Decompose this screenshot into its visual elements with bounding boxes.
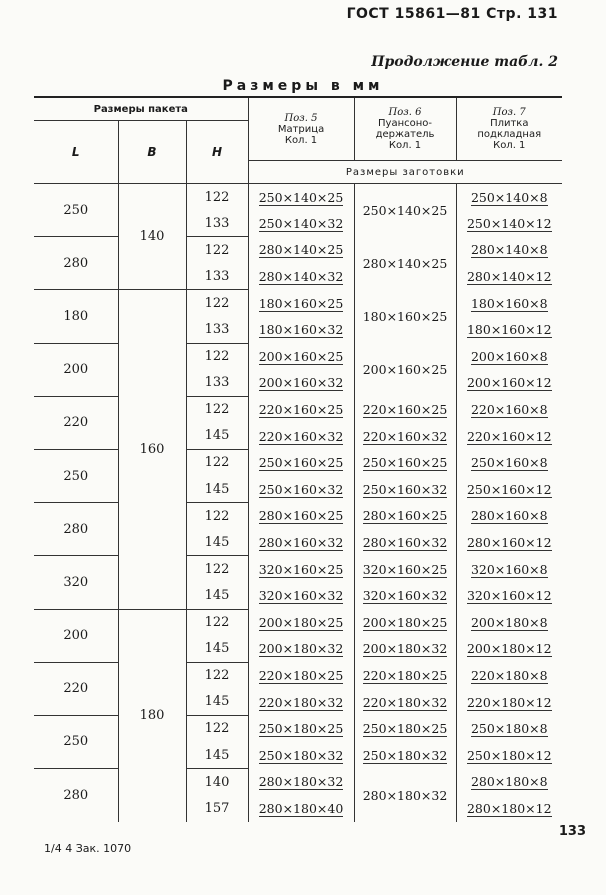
cell-H: 122 (186, 184, 248, 211)
cell-punch-holder: 280×140×25 (354, 237, 456, 290)
cell-H: 122 (186, 662, 248, 689)
cell-matrix: 280×180×40 (248, 795, 354, 822)
cell-backing-plate: 200×160×12 (456, 370, 562, 397)
cell-punch-holder: 180×160×25 (354, 290, 456, 343)
cell-matrix: 280×180×32 (248, 769, 354, 796)
cell-backing-plate: 280×180×8 (456, 769, 562, 796)
table-row (34, 503, 562, 530)
cell-matrix: 250×140×25 (248, 184, 354, 211)
cell-punch-holder: 280×180×32 (354, 769, 456, 822)
cell-H: 122 (186, 237, 248, 264)
cell-H: 145 (186, 636, 248, 663)
cell-L: 280 (34, 237, 118, 290)
cell-H: 122 (186, 609, 248, 636)
cell-matrix: 280×160×32 (248, 529, 354, 556)
table-continuation-label: Продолжение табл. 2 (371, 54, 558, 70)
cell-H: 122 (186, 343, 248, 370)
cell-matrix: 280×140×25 (248, 237, 354, 264)
cell-backing-plate: 280×140×12 (456, 263, 562, 290)
cell-H: 145 (186, 689, 248, 716)
cell-punch-holder: 220×160×25 (354, 396, 456, 423)
cell-H: 145 (186, 529, 248, 556)
cell-matrix: 200×160×32 (248, 370, 354, 397)
cell-L: 180 (34, 290, 118, 343)
cell-matrix: 250×180×25 (248, 715, 354, 742)
header-pos6: Поз. 6 Пуансоно- держатель Кол. 1 (354, 97, 456, 161)
header-B: B (118, 121, 186, 184)
cell-punch-holder: 200×180×25 (354, 609, 456, 636)
cell-matrix: 220×160×25 (248, 396, 354, 423)
cell-backing-plate: 280×180×12 (456, 795, 562, 822)
cell-punch-holder: 320×160×25 (354, 556, 456, 583)
cell-matrix: 180×160×25 (248, 290, 354, 317)
cell-punch-holder: 220×160×32 (354, 423, 456, 450)
cell-H: 145 (186, 742, 248, 769)
cell-H: 145 (186, 582, 248, 609)
table-body (34, 184, 562, 822)
cell-H: 122 (186, 715, 248, 742)
cell-backing-plate: 280×140×8 (456, 237, 562, 264)
header-blank-sizes: Размеры заготовки (248, 161, 562, 184)
table-row (34, 609, 562, 636)
cell-L: 220 (34, 396, 118, 449)
cell-L: 280 (34, 769, 118, 822)
cell-L: 200 (34, 609, 118, 662)
table-row (34, 290, 562, 317)
cell-H: 145 (186, 476, 248, 503)
cell-backing-plate: 250×140×8 (456, 184, 562, 211)
cell-matrix: 250×140×32 (248, 210, 354, 237)
cell-backing-plate: 180×160×8 (456, 290, 562, 317)
cell-backing-plate: 220×180×8 (456, 662, 562, 689)
cell-matrix: 200×180×25 (248, 609, 354, 636)
cell-H: 133 (186, 370, 248, 397)
cell-L: 320 (34, 556, 118, 609)
table-caption: Размеры в мм (222, 78, 384, 94)
cell-H: 122 (186, 396, 248, 423)
cell-punch-holder: 220×180×25 (354, 662, 456, 689)
cell-backing-plate: 320×160×8 (456, 556, 562, 583)
cell-backing-plate: 200×180×8 (456, 609, 562, 636)
header-H: H (186, 121, 248, 184)
cell-backing-plate: 320×160×12 (456, 582, 562, 609)
cell-matrix: 250×160×32 (248, 476, 354, 503)
cell-backing-plate: 250×140×12 (456, 210, 562, 237)
cell-matrix: 320×160×32 (248, 582, 354, 609)
cell-matrix: 200×180×32 (248, 636, 354, 663)
cell-punch-holder: 250×160×25 (354, 449, 456, 476)
document-header: ГОСТ 15861—81 Стр. 131 (346, 6, 558, 22)
cell-L: 280 (34, 503, 118, 556)
cell-backing-plate: 250×180×8 (456, 715, 562, 742)
cell-matrix: 280×140×32 (248, 263, 354, 290)
cell-H: 140 (186, 769, 248, 796)
cell-matrix: 250×160×25 (248, 449, 354, 476)
table-row (34, 715, 562, 742)
table-row (34, 449, 562, 476)
cell-backing-plate: 250×160×12 (456, 476, 562, 503)
cell-matrix: 180×160×32 (248, 316, 354, 343)
cell-punch-holder: 200×180×32 (354, 636, 456, 663)
cell-punch-holder: 250×180×32 (354, 742, 456, 769)
cell-backing-plate: 220×160×8 (456, 396, 562, 423)
cell-H: 133 (186, 263, 248, 290)
cell-matrix: 250×180×32 (248, 742, 354, 769)
cell-matrix: 220×160×32 (248, 423, 354, 450)
cell-H: 122 (186, 503, 248, 530)
cell-backing-plate: 220×180×12 (456, 689, 562, 716)
cell-L: 250 (34, 715, 118, 768)
cell-backing-plate: 280×160×8 (456, 503, 562, 530)
cell-punch-holder: 280×160×25 (354, 503, 456, 530)
table-row (34, 769, 562, 796)
cell-backing-plate: 180×160×12 (456, 316, 562, 343)
cell-matrix: 220×180×32 (248, 689, 354, 716)
cell-punch-holder: 250×180×25 (354, 715, 456, 742)
table-row (34, 662, 562, 689)
header-pos5: Поз. 5 Матрица Кол. 1 (248, 97, 354, 161)
table-row (34, 237, 562, 264)
cell-L: 250 (34, 184, 118, 237)
cell-H: 157 (186, 795, 248, 822)
cell-B: 160 (118, 290, 186, 609)
cell-backing-plate: 220×160×12 (456, 423, 562, 450)
header-pack-sizes: Размеры пакета (34, 97, 248, 121)
cell-punch-holder: 250×140×25 (354, 184, 456, 237)
cell-punch-holder: 280×160×32 (354, 529, 456, 556)
cell-H: 122 (186, 556, 248, 583)
cell-B: 180 (118, 609, 186, 822)
cell-backing-plate: 200×180×12 (456, 636, 562, 663)
cell-B: 140 (118, 184, 186, 290)
cell-punch-holder: 200×160×25 (354, 343, 456, 396)
cell-matrix: 280×160×25 (248, 503, 354, 530)
header-pos7: Поз. 7 Плитка подкладная Кол. 1 (456, 97, 562, 161)
table-row (34, 184, 562, 211)
cell-punch-holder: 220×180×32 (354, 689, 456, 716)
table-row (34, 343, 562, 370)
page-number: 133 (558, 824, 586, 839)
cell-backing-plate: 250×180×12 (456, 742, 562, 769)
cell-H: 122 (186, 290, 248, 317)
cell-L: 200 (34, 343, 118, 396)
cell-punch-holder: 250×160×32 (354, 476, 456, 503)
cell-H: 133 (186, 316, 248, 343)
cell-matrix: 220×180×25 (248, 662, 354, 689)
cell-punch-holder: 320×160×32 (354, 582, 456, 609)
table-row (34, 556, 562, 583)
dimensions-table (34, 96, 562, 822)
cell-H: 122 (186, 449, 248, 476)
cell-H: 133 (186, 210, 248, 237)
cell-matrix: 200×160×25 (248, 343, 354, 370)
cell-backing-plate: 280×160×12 (456, 529, 562, 556)
cell-H: 145 (186, 423, 248, 450)
cell-L: 220 (34, 662, 118, 715)
footer-order-number: 1/4 4 Зак. 1070 (44, 842, 132, 855)
cell-backing-plate: 250×160×8 (456, 449, 562, 476)
cell-matrix: 320×160×25 (248, 556, 354, 583)
cell-backing-plate: 200×160×8 (456, 343, 562, 370)
table-row (34, 396, 562, 423)
header-L: L (71, 144, 80, 159)
cell-L: 250 (34, 449, 118, 502)
